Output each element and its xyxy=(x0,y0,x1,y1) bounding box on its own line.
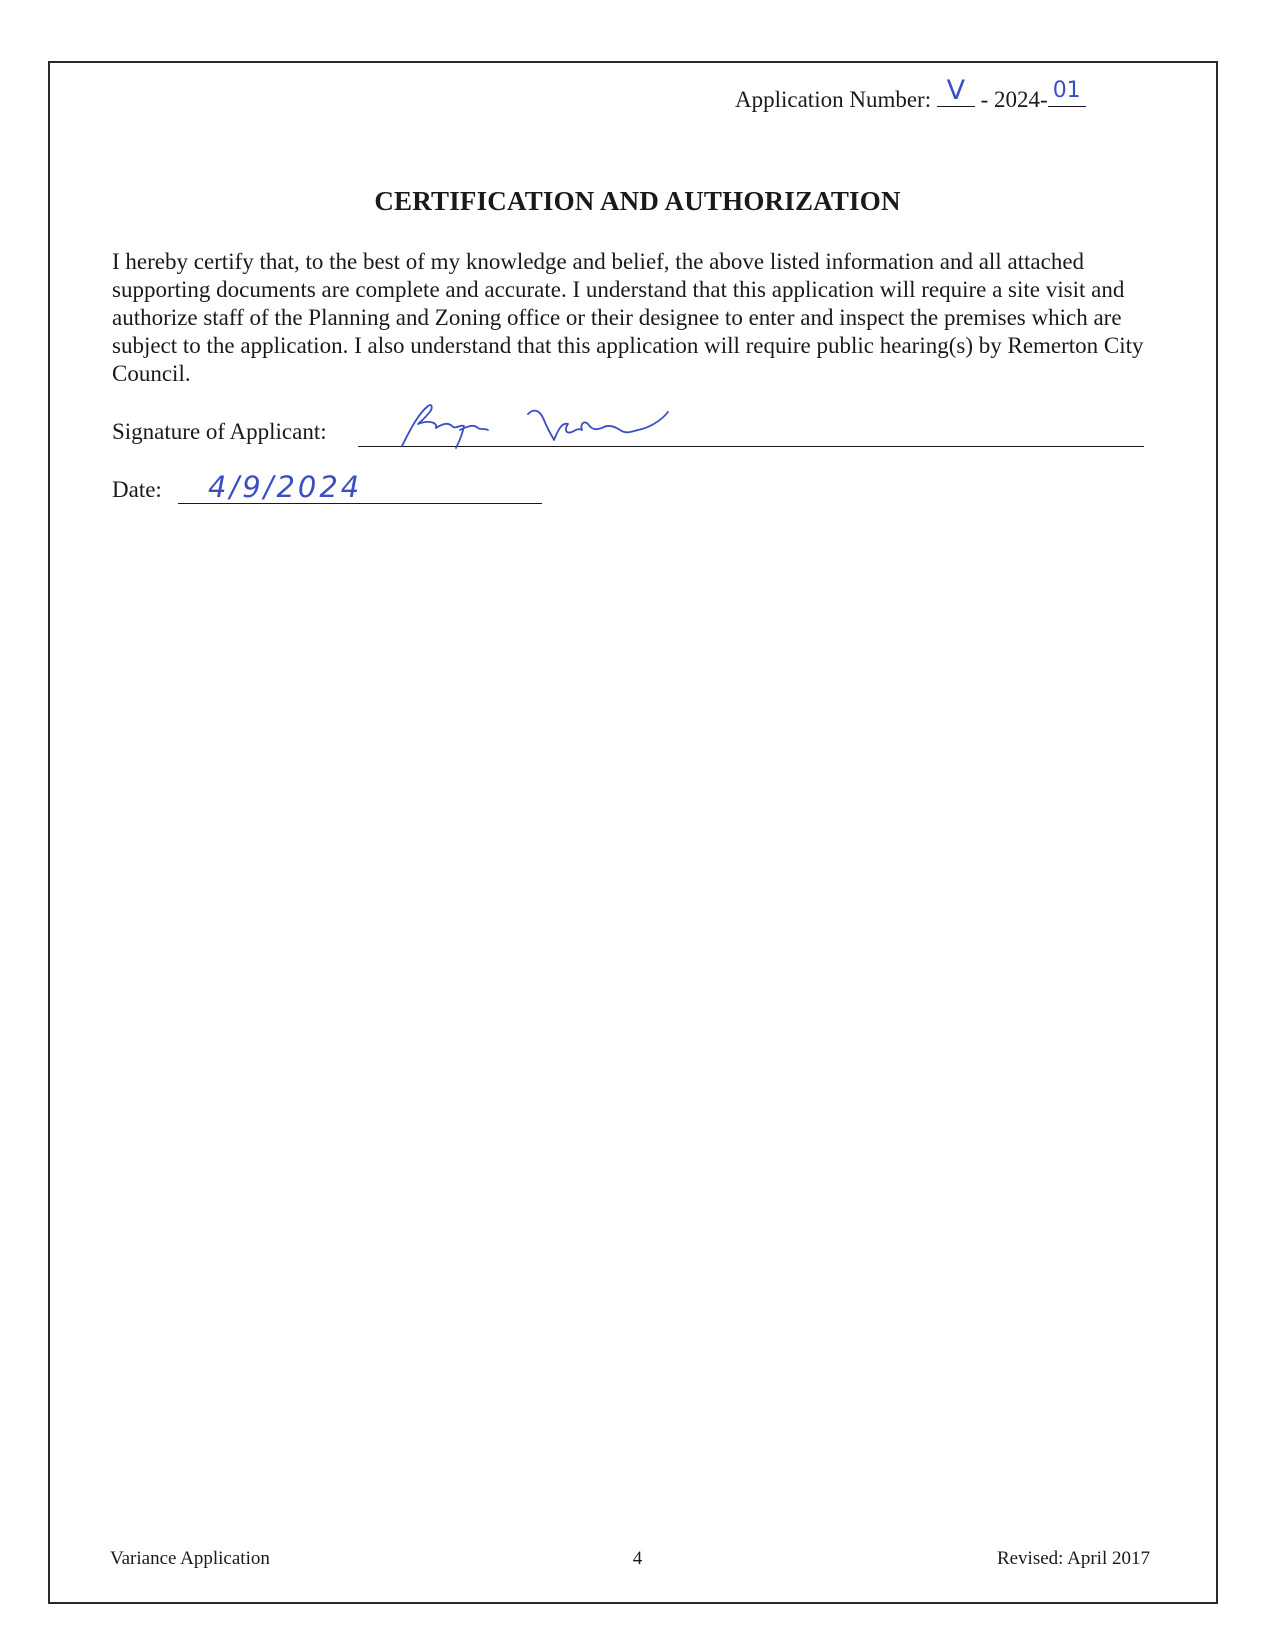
footer-revision: Revised: April 2017 xyxy=(996,1548,1150,1569)
application-number-prefix-field[interactable] xyxy=(937,75,975,107)
page-title: CERTIFICATION AND AUTHORIZATION xyxy=(374,186,901,216)
application-number-prefix: V xyxy=(946,75,966,106)
application-number-label: Application Number: xyxy=(735,87,932,112)
application-number-suffix-field[interactable] xyxy=(1048,80,1086,107)
application-number-middle: - 2024- xyxy=(980,87,1048,112)
page-number: 4 xyxy=(632,1548,643,1569)
application-number xyxy=(735,75,1086,113)
footer-form-name: Variance Application xyxy=(110,1548,270,1569)
date-label: Date: xyxy=(112,477,162,502)
application-number-suffix: 01 xyxy=(1052,78,1081,103)
signature-label: Signature of Applicant: xyxy=(112,419,327,444)
date-value: 4/9/2024 xyxy=(208,470,363,504)
handwritten-signature xyxy=(398,400,718,452)
certification-paragraph: I hereby certify that, to the best of my knowledge and belief, the above listed information and all attached supporting documents are complete and accurate. I understand that this application will require a site visit and authorize staff of the Planning and Zoning office or their designee to enter and inspect the premises which are subject to the application. I also understand that this application will require public hearing(s) by Remerton City Council. xyxy=(112,249,1144,386)
